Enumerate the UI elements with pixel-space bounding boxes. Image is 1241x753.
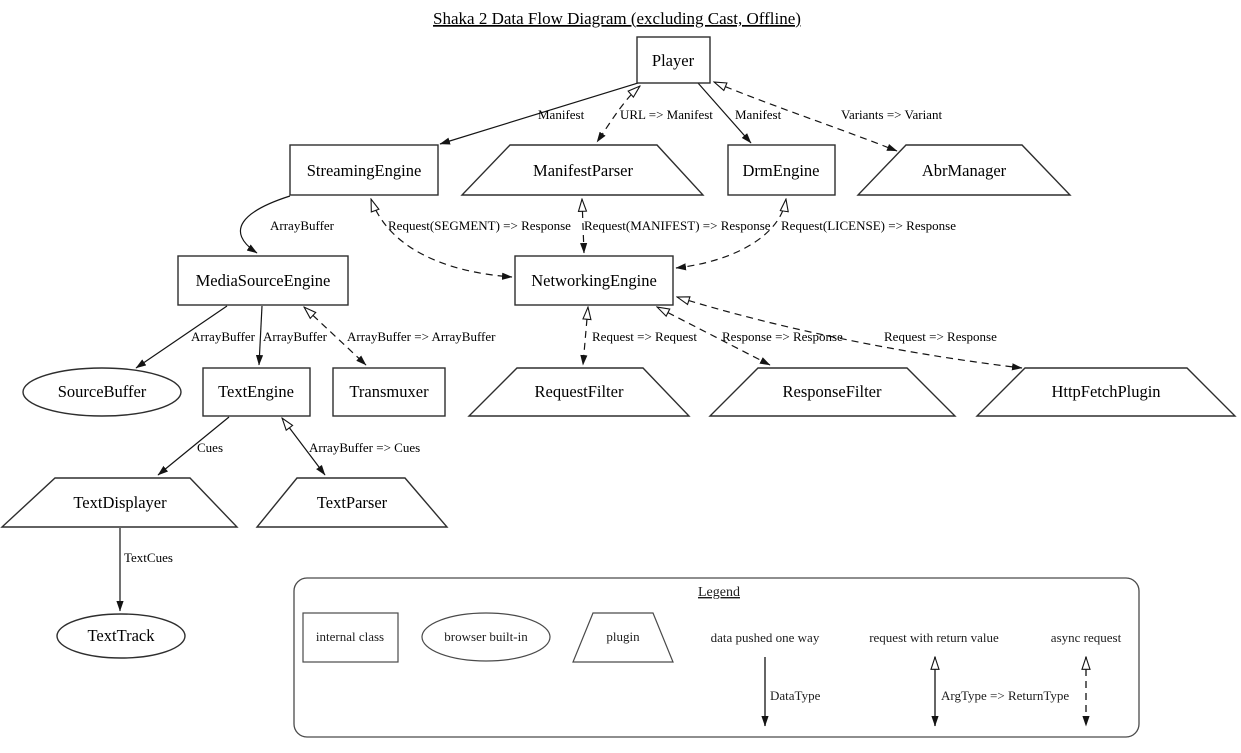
node-text-engine-label: TextEngine xyxy=(218,382,294,401)
edge-label: ArrayBuffer xyxy=(270,218,335,233)
node-networking-engine xyxy=(515,256,673,305)
legend xyxy=(294,578,1139,737)
node-request-filter xyxy=(469,368,689,416)
nodes-layer xyxy=(2,37,1235,658)
edge-label: Request(MANIFEST) => Response xyxy=(584,218,771,233)
node-abr-manager xyxy=(858,145,1070,195)
node-networking-engine-label: NetworkingEngine xyxy=(531,271,657,290)
node-source-buffer-label: SourceBuffer xyxy=(57,382,147,401)
edge-label: Response => Response xyxy=(722,329,843,344)
node-manifest-parser xyxy=(462,145,703,195)
node-transmuxer-label: Transmuxer xyxy=(349,382,429,401)
node-text-parser xyxy=(257,478,447,527)
node-text-engine xyxy=(203,368,310,416)
node-response-filter-label: ResponseFilter xyxy=(782,382,882,401)
legend-title: Legend xyxy=(698,585,740,600)
node-player xyxy=(637,37,710,83)
node-text-track-label: TextTrack xyxy=(87,626,155,645)
node-player-label: Player xyxy=(651,51,695,70)
legend-argtype-label: ArgType => ReturnType xyxy=(941,688,1070,703)
node-streaming-engine-label: StreamingEngine xyxy=(306,161,422,180)
node-text-displayer-label: TextDisplayer xyxy=(73,493,167,512)
node-text-parser-label: TextParser xyxy=(316,493,388,512)
node-drm-engine-label: DrmEngine xyxy=(742,161,820,180)
node-media-source-engine-label: MediaSourceEngine xyxy=(195,271,331,290)
edge-label: Request => Response xyxy=(884,329,997,344)
node-source-buffer xyxy=(23,368,181,416)
node-manifest-parser-label: ManifestParser xyxy=(533,161,633,180)
node-text-displayer xyxy=(2,478,237,527)
edge-label: URL => Manifest xyxy=(620,107,713,122)
edge-label: Request => Request xyxy=(592,329,697,344)
legend-browser-builtin-label: browser built-in xyxy=(444,629,528,644)
edge-drmengine-networkingengine xyxy=(676,199,786,268)
node-http-fetch-plugin-label: HttpFetchPlugin xyxy=(1051,382,1161,401)
legend-border xyxy=(294,578,1139,737)
node-transmuxer xyxy=(333,368,445,416)
edge-networkingengine-requestfilter xyxy=(583,307,588,365)
edge-label: ArrayBuffer => Cues xyxy=(309,440,421,455)
edge-mediasourceengine-textengine xyxy=(259,306,262,365)
edge-label: Variants => Variant xyxy=(841,107,943,122)
node-abr-manager-label: AbrManager xyxy=(921,161,1007,180)
node-response-filter xyxy=(710,368,955,416)
node-drm-engine xyxy=(728,145,835,195)
legend-datatype-label: DataType xyxy=(770,688,821,703)
node-http-fetch-plugin xyxy=(977,368,1235,416)
node-streaming-engine xyxy=(290,145,438,195)
node-text-track xyxy=(57,614,185,658)
diagram-title: Shaka 2 Data Flow Diagram (excluding Cast, Offline) xyxy=(433,9,801,28)
legend-data-pushed-label: data pushed one way xyxy=(710,630,820,645)
edge-label: TextCues xyxy=(124,550,173,565)
edge-label: Manifest xyxy=(538,107,585,122)
legend-internal-class-label: internal class xyxy=(315,629,385,644)
legend-async-request-label: async request xyxy=(1050,630,1122,645)
edge-label: Manifest xyxy=(735,107,782,122)
node-media-source-engine xyxy=(178,256,348,305)
edge-streamingengine-networkingengine xyxy=(371,199,512,277)
legend-request-return-label: request with return value xyxy=(869,630,999,645)
edge-label: Request(LICENSE) => Response xyxy=(781,218,956,233)
edge-label: ArrayBuffer xyxy=(263,329,328,344)
edge-label: Request(SEGMENT) => Response xyxy=(388,218,571,233)
edge-label: ArrayBuffer xyxy=(191,329,256,344)
node-request-filter-label: RequestFilter xyxy=(534,382,624,401)
edge-label: ArrayBuffer => ArrayBuffer xyxy=(347,329,496,344)
legend-plugin-label: plugin xyxy=(606,629,640,644)
edge-label: Cues xyxy=(197,440,223,455)
